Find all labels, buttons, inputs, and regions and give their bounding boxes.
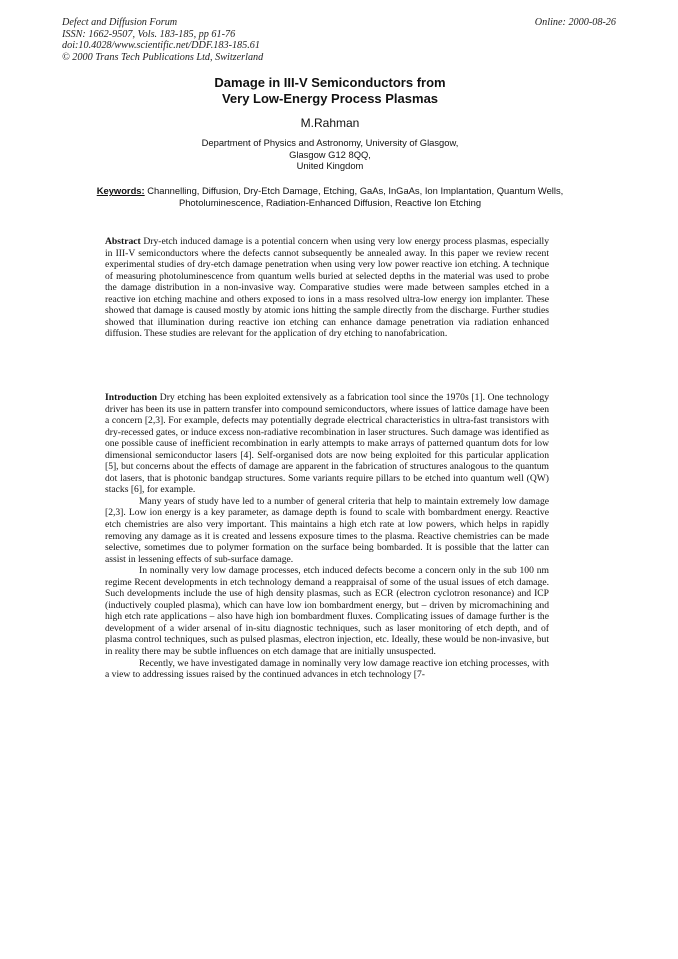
online-date: Online: 2000-08-26 — [534, 17, 616, 28]
affiliation-line-1: Department of Physics and Astronomy, University of Glasgow, — [201, 137, 459, 148]
journal-header — [62, 17, 263, 63]
doi-line: doi:10.4028/www.scientific.net/DDF.183-185.61 — [62, 40, 260, 52]
affiliation-line-2: Glasgow G12 8QQ, — [289, 148, 371, 160]
issn-line: ISSN: 1662-9507, Vols. 183-185, pp 61-76 — [62, 28, 236, 40]
abstract-paragraph — [105, 236, 549, 340]
title-line-2: Very Low-Energy Process Plasmas — [221, 90, 439, 106]
keywords-block — [95, 185, 565, 208]
introduction-section — [105, 392, 549, 681]
intro-paragraph-3: In nominally very low damage processes, etch induced defects become a concern only in the sub 100 nm regime Recent developments in etch technology demand a reappraisal of some of the usual issues of etch damage. Such developments include the use of high density plasmas, such as ECR (electron cyclotron resonance) and ICP (inductively coupled plasma), which can have low ion bombardment energy, but – driven by micromachining and high etch rate applications – also have high ion bombardment fluxes. Complicating issues of damage further is the development of a wider arsenal of in-situ diagnostic techniques, such as laser monitoring of etch depth, and of plasma control techniques, such as pulsed plasmas, electron injection, etc. Ideally, these would be non-invasive, but in reality there may be subtle influences on etch damage that are initially unsuspected. — [105, 565, 549, 658]
intro-paragraph-1-text: Dry etching has been exploited extensively as a fabrication tool since the 1970s [1]. One technology driver has been its use in pattern transfer into compound semiconductors, where issues of lattice damage have been a concern [2,3]. For example, defects may potentially degrade electrical characteristics in ultra-fast transistors with dry-recessed gates, or induce excess non-radiative recombination in laser structures. Such damage was identified as one possible cause of inefficient recombination in early attempts to make arrays of patterned quantum dots for low dimensional semiconductor lasers [4]. Self-organised dots are now being exploited for this particular application [5], but concerns about the effects of damage are apparent in the fabrication of structures analogous to the quantum dot lasers, that is photonic bandgap structures. Some variants require pillars to be etched into quantum well (QW) stacks [6], for example. — [105, 392, 549, 496]
keywords-text: Channelling, Diffusion, Dry-Etch Damage, Etching, GaAs, InGaAs, Ion Implantation, Quantum Wells, Photoluminescence, Radiation-Enhanced Diffusion, Reactive Ion Etching — [147, 185, 564, 208]
abstract-label: Abstract — [105, 236, 141, 247]
journal-name: Defect and Diffusion Forum — [62, 17, 178, 28]
affiliation — [104, 137, 556, 172]
title-line-1: Damage in III-V Semiconductors from — [214, 75, 446, 90]
abstract-section — [105, 236, 549, 340]
paper-title — [104, 75, 556, 106]
affiliation-line-3: United Kingdom — [296, 160, 364, 172]
author-name: M.Rahman — [300, 116, 360, 130]
copyright-line: © 2000 Trans Tech Publications Ltd, Switzerland — [62, 51, 264, 63]
intro-paragraph-1 — [105, 392, 549, 496]
intro-paragraph-2: Many years of study have led to a number of general criteria that help to maintain extremely low damage [2,3]. Low ion energy is a key parameter, as damage depth is found to scale with bombardment energy. Reactive etch chemistries are also very important. This maintains a high etch rate at low powers, which helps in rapidly removing any damage as it is created and lessens exposure times to the plasma. Reactive chemistries can be made selective, sometimes due to polymer formation on the surface being bombarded. It is possible that the latter can assist in lessening effects of sub-surface damage. — [105, 495, 549, 565]
keywords-label: Keywords: — [96, 185, 145, 196]
introduction-label: Introduction — [105, 392, 158, 403]
abstract-text: Dry-etch induced damage is a potential concern when using very low energy process plasmas, especially in III-V semiconductors where the defects cannot subsequently be annealed away. In this paper we review recent experimental studies of dry-etch damage penetration when using very low power reactive ion etching. A technique of measuring photoluminescence from quantum wells buried at selected depths in the material was used to probe the damage distribution in a non-invasive way. Comparative studies were made between samples etched in a reactive ion etching machine and others exposed to ions in a mass resolved ultra-low energy ion implanter. These showed that damage is caused mostly by atomic ions hitting the sample directly from the discharge. Further studies showed that illumination during reactive ion etching can enhance damage penetration via radiation enhanced diffusion. These studies are relevant for the application of dry etching to nanofabrication. — [105, 236, 549, 340]
intro-paragraph-4: Recently, we have investigated damage in nominally very low damage reactive ion etching processes, with a view to addressing issues raised by the continued advances in etch technology [7- — [105, 657, 549, 681]
